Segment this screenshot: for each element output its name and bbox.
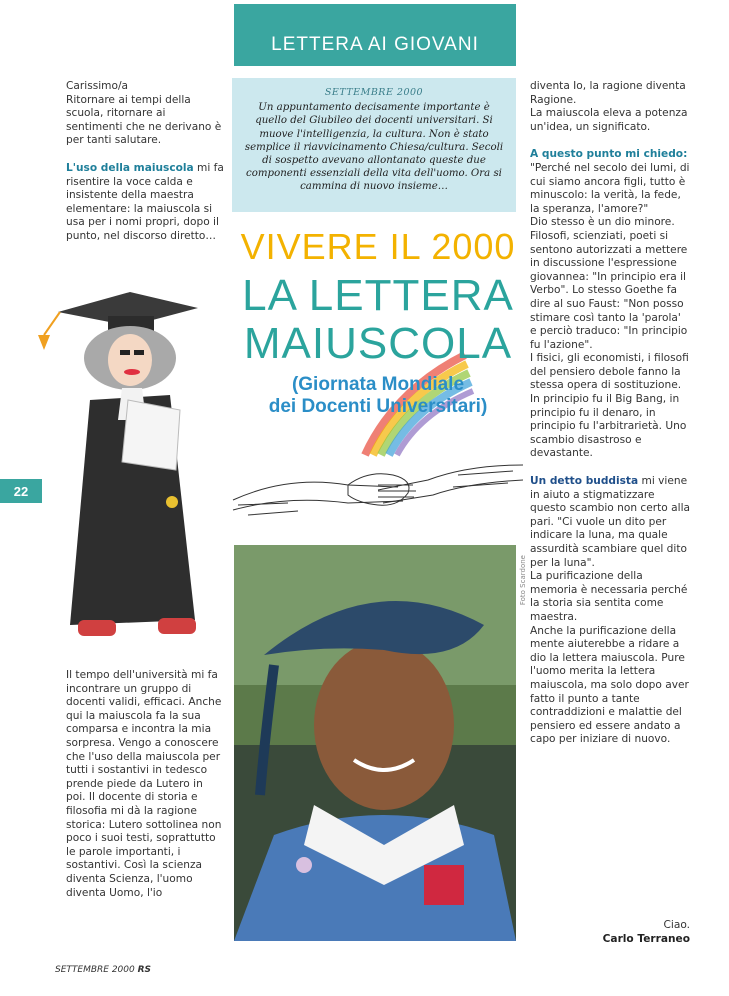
- subtitle-line: (Giornata Mondiale: [291, 374, 465, 395]
- paragraph-lead: A questo punto mi chiedo:: [530, 148, 688, 161]
- paragraph: Dio stesso è un dio minore. Filosofi, scienziati, poeti si sentono autorizzati a mettere in discussione l'espressione giovannea: "In principio era il Verbo". Lo stesso Goethe fa dire al suo Faust: "Non posso stimare così tanto la 'parola' e perciò traduco: "In principio fu l'azione".: [530, 216, 688, 351]
- footer: [55, 965, 151, 975]
- photo-image: [234, 545, 516, 941]
- paragraph: I fisici, gli economisti, i filosofi del pensiero debole fanno la stessa opera di sostituzione. In principio fu il Big Bang, in principio fu il denaro, in principio fu l'arbitrarietà. Uno scambio disastroso e devastante.: [530, 352, 689, 460]
- teacher-illustration: [30, 280, 230, 655]
- paragraph-lead: Un detto buddista: [530, 475, 639, 488]
- intro-box: [232, 78, 516, 212]
- paragraph: Anche la purificazione della mente aiuterebbe a ridare a dio la lettera maiuscola. Pure l'uomo merita la lettera maiuscola, ma solo dopo aver fatto il punto a tante contraddizioni e malattie del pensiero ed essere andato a capo per iniziare di nuovo.: [530, 624, 689, 746]
- intro-text: Un appuntamento decisamente importante è quello del Giubileo dei docenti universitari. Si muove l'intelligenzia, la cultura. Non è stato semplice il riavvicinamento Chiesa/cultura. Secoli di sospetto avevano allontanato queste due componenti essenziali della vita dell'uomo. Ora si cammina di nuovo insieme…: [244, 102, 504, 193]
- paragraph: Carissimo/a Ritornare ai tempi della scuola, ritornare ai sentimenti che ne derivano è per tanti salutare.: [66, 80, 222, 147]
- page-number-tab: [0, 479, 42, 503]
- photo-credit: Foto Scardone: [519, 555, 527, 606]
- section-title: LETTERA AI GIOVANI: [271, 34, 479, 55]
- paragraph: [530, 475, 690, 570]
- footer-text: SETTEMBRE 2000: [55, 965, 138, 975]
- signature: Carlo Terraneo: [602, 933, 690, 945]
- student-photo: [234, 545, 516, 941]
- page-number: 22: [13, 483, 29, 499]
- paragraph-lead: L'uso della maiuscola: [66, 161, 194, 174]
- main-title: [228, 272, 528, 368]
- main-title-line: MAIUSCOLA: [243, 319, 513, 368]
- closing-greeting: Ciao.: [663, 919, 690, 931]
- title-kicker: VIVERE IL 2000: [240, 226, 516, 267]
- footer-brand: RS: [137, 965, 152, 975]
- paragraph: Il tempo dell'università mi fa incontrare un gruppo di docenti validi, efficaci. Anche qui la maiuscola fa la sua comparsa e incontra la mia sorpresa. Vengo a conoscere che l'uso della maiuscola per tutti i sostantivi in tedesco prende piede da Lutero in poi. Il docente di storia e filosofia mi dà la ragione storica: Lutero sottolinea non poco i suoi testi, soprattutto le parole importanti, i sostantivi. Così la scienza diventa Scienza, l'uomo diventa Uomo, l'io: [66, 669, 222, 899]
- subtitle-line: dei Docenti Universitari): [268, 396, 488, 417]
- paragraph: [66, 162, 224, 244]
- right-column: [530, 80, 690, 747]
- left-column-top: [66, 80, 224, 244]
- subtitle: [228, 374, 528, 418]
- section-header: [234, 4, 516, 66]
- closing: [530, 918, 690, 946]
- paragraph: [530, 148, 690, 216]
- paragraph-text: "Perché nel secolo dei lumi, di cui siamo ancora figli, tutto è minuscolo: la verità, la fede, la speranza, l'amore?": [530, 161, 690, 215]
- intro-date: SETTEMBRE 2000: [324, 87, 424, 98]
- left-column-bottom: [66, 669, 224, 900]
- paragraph: diventa Io, la ragione diventa Ragione.: [530, 80, 686, 106]
- paragraph-text: mi fa risentire la voce calda e insistente della maestra elementare: la maiuscola si usa per i nomi propri, dopo il punto, nel discorso diretto…: [66, 161, 224, 242]
- paragraph: La purificazione della memoria è necessaria perché la storia sia sentita come maestra.: [530, 570, 688, 623]
- main-title-line: LA LETTERA: [242, 271, 514, 320]
- handshake-illustration: [228, 425, 528, 535]
- paragraph-text: mi viene in aiuto a stigmatizzare questo scambio non certo alla pari. "Ci vuole un dito per indicare la luna, ma quale assurdità scambiare quel dito per la luna".: [530, 475, 690, 569]
- paragraph: La maiuscola eleva a potenza un'idea, un significato.: [530, 107, 688, 133]
